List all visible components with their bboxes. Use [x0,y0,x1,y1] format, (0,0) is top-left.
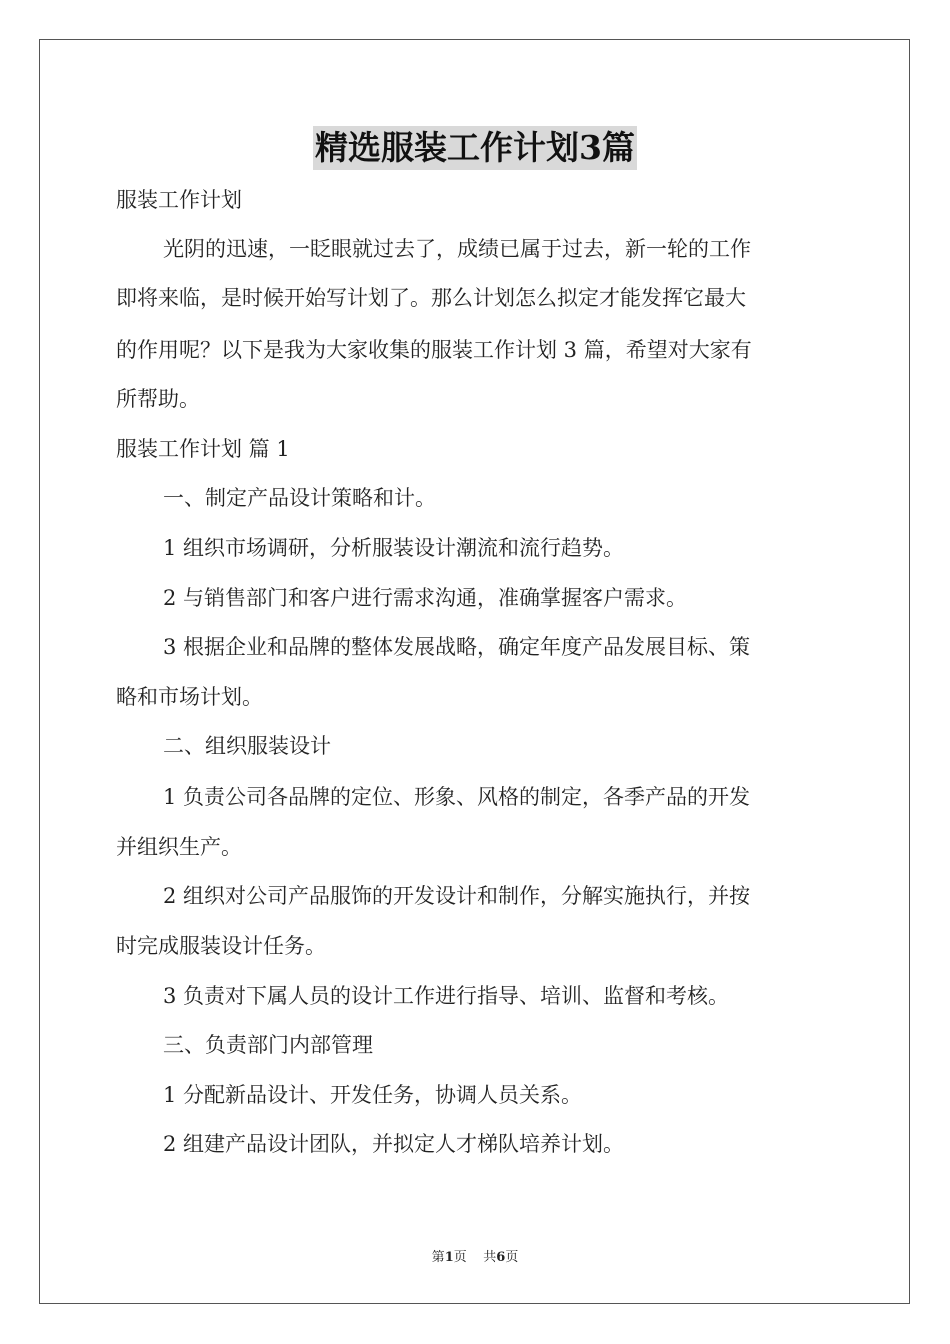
page-footer [0,1246,950,1265]
footer-page-suffix: 页 [505,1250,519,1265]
part3-item-1: 1 分配新品设计、开发任务，协调人员关系。 [163,1083,583,1107]
intro-line-4: 所帮助。 [116,387,200,411]
document-title-text: 精选服装工作计划3篇 [313,126,637,170]
part2-heading: 二、组织服装设计 [163,734,331,758]
document-title [0,126,950,170]
part2-item-1-line-1: 1 负责公司各品牌的定位、形象、风格的制定，各季产品的开发 [163,785,751,809]
section-heading: 服装工作计划 篇 1 [116,437,290,461]
footer-current-page: 1 [444,1250,454,1265]
part1-item-3-line-1: 3 根据企业和品牌的整体发展战略，确定年度产品发展目标、策 [163,635,751,659]
document-subtitle: 服装工作计划 [116,188,242,212]
part2-item-3: 3 负责对下属人员的设计工作进行指导、培训、监督和考核。 [163,984,730,1008]
part1-item-2: 2 与销售部门和客户进行需求沟通，准确掌握客户需求。 [163,586,688,610]
part1-item-1: 1 组织市场调研，分析服装设计潮流和流行趋势。 [163,536,625,560]
part1-item-3-line-2: 略和市场计划。 [116,685,263,709]
part3-item-2: 2 组建产品设计团队，并拟定人才梯队培养计划。 [163,1132,625,1156]
part2-item-2-line-2: 时完成服装设计任务。 [116,934,326,958]
intro-line-2: 即将来临，是时候开始写计划了。那么计划怎么拟定才能发挥它最大 [116,286,746,310]
part2-item-1-line-2: 并组织生产。 [116,835,242,859]
intro-line-1: 光阴的迅速，一眨眼就过去了，成绩已属于过去，新一轮的工作 [163,237,751,261]
intro-line-3: 的作用呢？以下是我为大家收集的服装工作计划 3 篇，希望对大家有 [116,338,752,362]
footer-page-mid: 页 共 [453,1250,497,1265]
part2-item-2-line-1: 2 组织对公司产品服饰的开发设计和制作，分解实施执行，并按 [163,884,751,908]
footer-page-prefix: 第 [431,1250,445,1265]
footer-total-pages: 6 [496,1250,506,1265]
part3-heading: 三、负责部门内部管理 [163,1033,373,1057]
part1-heading: 一、制定产品设计策略和计。 [163,486,436,510]
